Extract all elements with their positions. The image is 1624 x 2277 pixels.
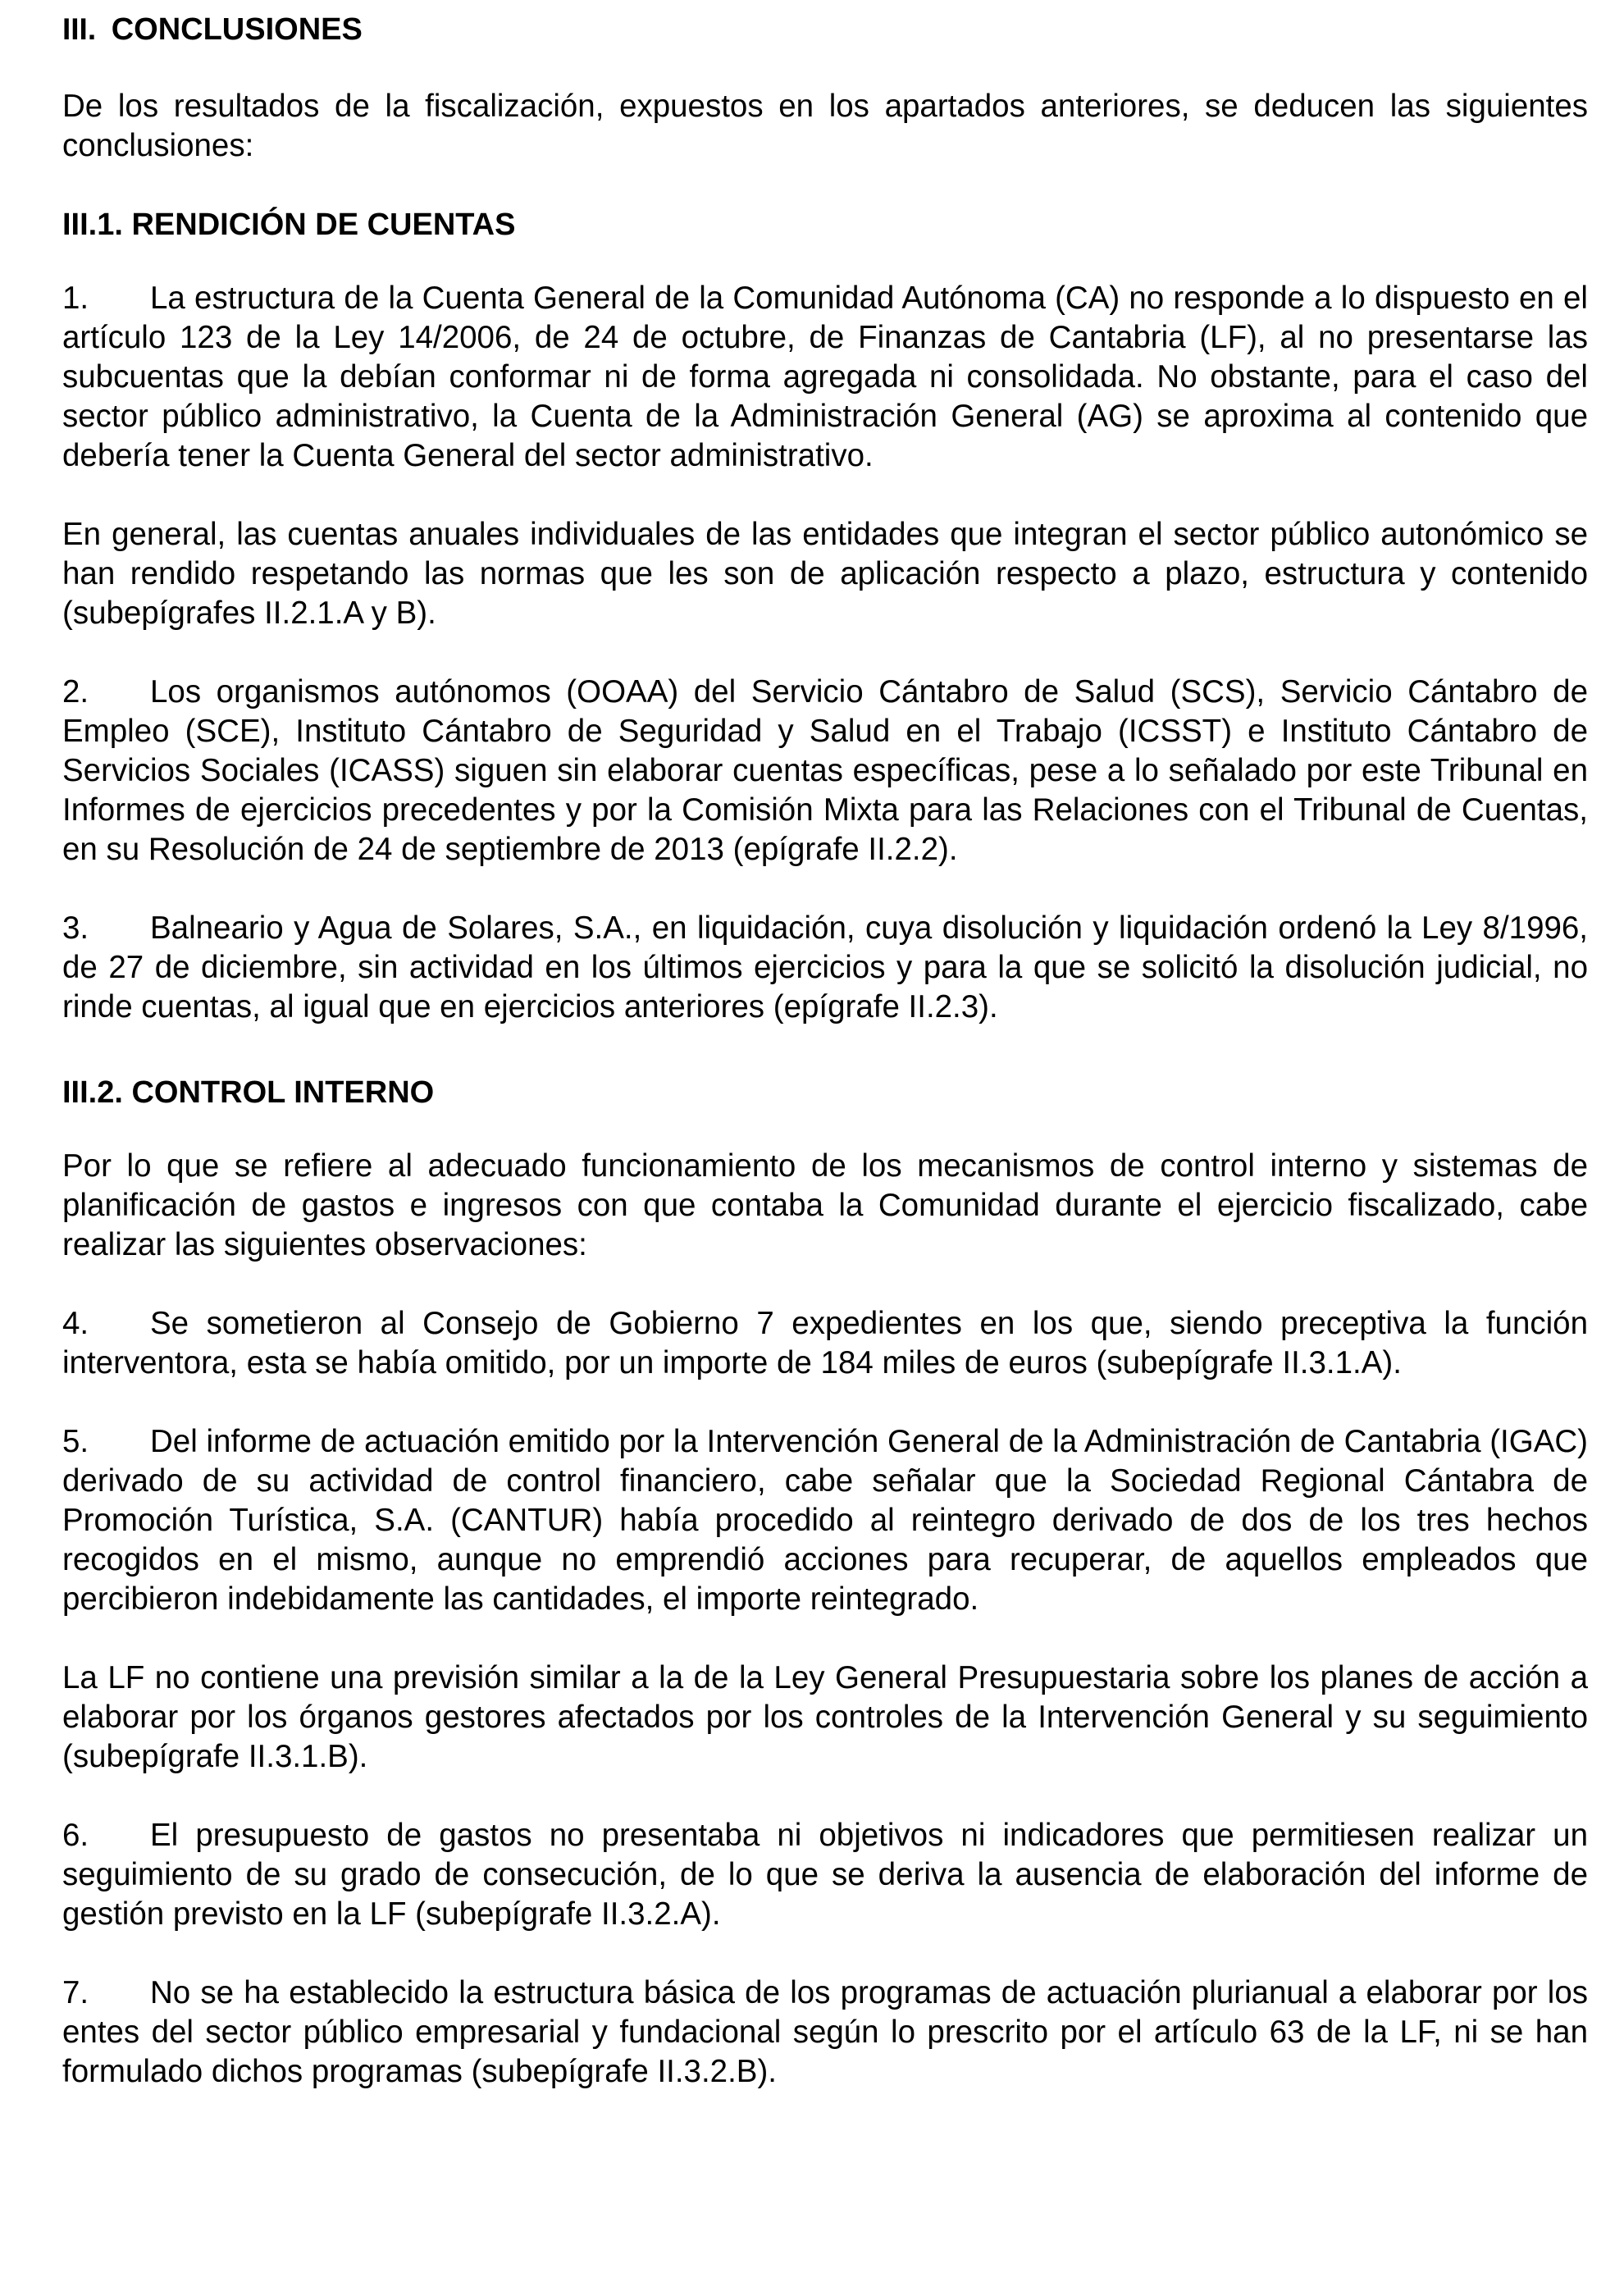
conclusion-text: No se ha establecido la estructura básica de los programas de actuación plurianual a elaborar por los entes del sector público empresarial y fundacional según lo prescrito por el artículo 63 de la LF, ni se han formulado dichos programas (subepígrafe II.3.2.B). [62, 1975, 1588, 2089]
section-number: III. [62, 12, 97, 46]
section-heading [62, 10, 1588, 49]
conclusion-3 [62, 909, 1588, 1027]
conclusion-text: Del informe de actuación emitido por la Intervención General de la Administración de Cantabria (IGAC) derivado de su actividad de control financiero, cabe señalar que la Sociedad Regional Cántabra de Promoción Turística, S.A. (CANTUR) había procedido al reintegro derivado de dos de los tres hechos recogidos en el mismo, aunque no emprendió acciones para recuperar, de aquellos empleados que percibieron indebidamente las cantidades, el importe reintegrado. [62, 1424, 1588, 1617]
subsection-intro: Por lo que se refiere al adecuado funcionamiento de los mecanismos de control interno y sistemas de planificación de gastos e ingresos con que contaba la Comunidad durante el ejercicio fiscalizado, cabe realizar las siguientes observaciones: [62, 1148, 1588, 1262]
section-intro: De los resultados de la fiscalización, expuestos en los apartados anteriores, se deducen las siguientes conclusiones: [62, 89, 1588, 163]
conclusion-1 [62, 279, 1588, 476]
conclusion-6 [62, 1816, 1588, 1934]
subsection-heading-control: III.2. CONTROL INTERNO [62, 1075, 435, 1110]
conclusion-4 [62, 1304, 1588, 1383]
conclusion-1-continuation: En general, las cuentas anuales individuales de las entidades que integran el sector público autonómico se han rendido respetando las normas que les son de aplicación respecto a plazo, estructura y contenido (subepígrafes II.2.1.A y B). [62, 517, 1588, 631]
section-title: CONCLUSIONES [111, 12, 363, 47]
conclusion-text: Balneario y Agua de Solares, S.A., en liquidación, cuya disolución y liquidación ordenó la Ley 8/1996, de 27 de diciembre, sin actividad en los últimos ejercicios y para la que se solicitó la disolución judicial, no rinde cuentas, al igual que en ejercicios anteriores (epígrafe II.2.3). [62, 910, 1588, 1024]
conclusion-text: El presupuesto de gastos no presentaba ni objetivos ni indicadores que permitiesen realizar un seguimiento de su grado de consecución, de lo que se deriva la ausencia de elaboración del informe de gestión previsto en la LF (subepígrafe II.3.2.A). [62, 1818, 1588, 1932]
conclusion-number: 6. [62, 1818, 89, 1853]
conclusion-text: Los organismos autónomos (OOAA) del Servicio Cántabro de Salud (SCS), Servicio Cántabro de Empleo (SCE), Instituto Cántabro de Seguridad y Salud en el Trabajo (ICSST) e Instituto Cántabro de Servicios Sociales (ICASS) siguen sin elaborar cuentas específicas, pese a lo señalado por este Tribunal en Informes de ejercicios precedentes y por la Comisión Mixta para las Relaciones con el Tribunal de Cuentas, en su Resolución de 24 de septiembre de 2013 (epígrafe II.2.2). [62, 674, 1588, 867]
conclusion-number: 2. [62, 674, 89, 710]
conclusion-number: 3. [62, 910, 89, 946]
conclusion-7 [62, 1974, 1588, 2092]
conclusion-number: 1. [62, 281, 89, 316]
subsection-heading-rendicion: III.1. RENDICIÓN DE CUENTAS [62, 208, 516, 242]
conclusion-number: 5. [62, 1424, 89, 1459]
conclusion-5 [62, 1422, 1588, 1619]
conclusion-number: 4. [62, 1306, 89, 1341]
conclusion-number: 7. [62, 1975, 89, 2010]
conclusion-text: La estructura de la Cuenta General de la Comunidad Autónoma (CA) no responde a lo dispuesto en el artículo 123 de la Ley 14/2006, de 24 de octubre, de Finanzas de Cantabria (LF), al no presentarse las subcuentas que la debían conformar ni de forma agregada ni consolidada. No obstante, para el caso del sector público administrativo, la Cuenta de la Administración General (AG) se aproxima al contenido que debería tener la Cuenta General del sector administrativo. [62, 281, 1588, 473]
conclusion-text: Se sometieron al Consejo de Gobierno 7 expedientes en los que, siendo preceptiva la función interventora, esta se había omitido, por un importe de 184 miles de euros (subepígrafe II.3.1.A). [62, 1306, 1588, 1380]
conclusion-5-continuation: La LF no contiene una previsión similar a la de la Ley General Presupuestaria sobre los planes de acción a elaborar por los órganos gestores afectados por los controles de la Intervención General y su seguimiento (subepígrafe II.3.1.B). [62, 1660, 1588, 1774]
conclusion-2 [62, 673, 1588, 869]
